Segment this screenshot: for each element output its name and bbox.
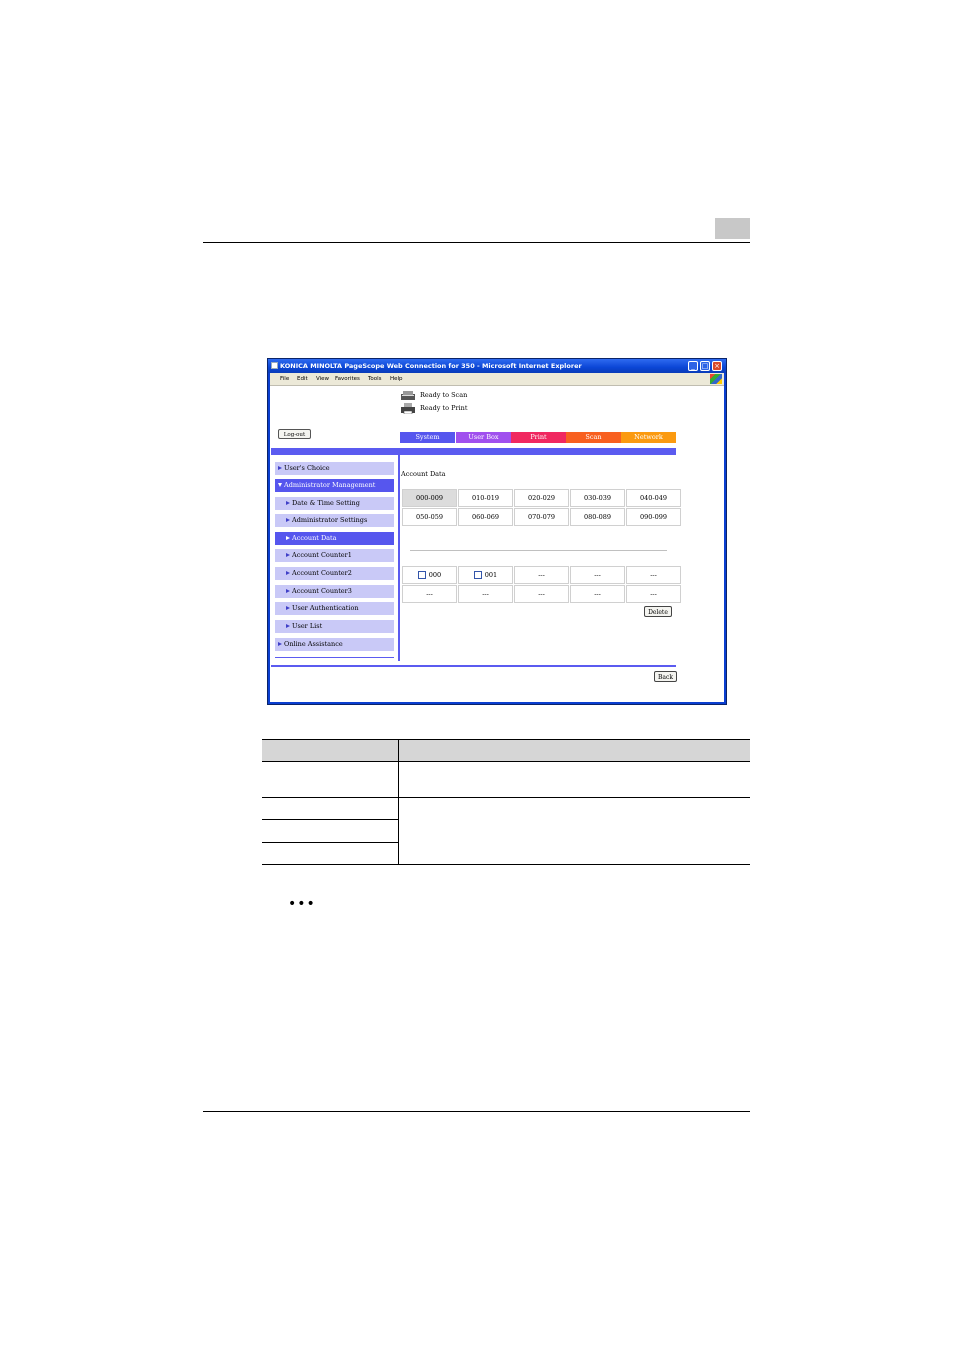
header-rule xyxy=(203,242,750,243)
sidebar-divider xyxy=(398,455,400,661)
nav-label: User Authentication xyxy=(292,604,359,612)
range-cell[interactable]: 010-019 xyxy=(458,489,513,507)
menu-tools[interactable]: Tools xyxy=(368,376,382,382)
page-number-box xyxy=(715,218,750,239)
ie-icon xyxy=(271,362,278,369)
window-title: KONICA MINOLTA PageScope Web Connection for 350 - Microsoft Internet Explorer xyxy=(280,362,582,370)
nav-account-data[interactable] xyxy=(275,532,394,545)
page-content xyxy=(270,386,724,702)
table-row-rule xyxy=(262,842,398,843)
range-cell[interactable]: 020-029 xyxy=(514,489,569,507)
arrow-right-icon xyxy=(286,518,290,522)
nav-footer-line xyxy=(275,657,394,658)
print-status-text: Ready to Print xyxy=(420,404,468,412)
account-cell: --- xyxy=(626,585,681,603)
arrow-right-icon xyxy=(278,466,282,470)
nav-account-counter1[interactable] xyxy=(275,549,394,562)
browser-window xyxy=(267,358,727,705)
table-bottom-rule xyxy=(262,864,750,865)
nav-user-list[interactable] xyxy=(275,620,394,633)
range-grid xyxy=(401,488,682,527)
note-icon: ••• xyxy=(288,896,316,912)
scanner-icon xyxy=(400,390,416,401)
arrow-right-icon xyxy=(286,624,290,628)
section-divider xyxy=(410,550,667,551)
arrow-right-icon xyxy=(286,571,290,575)
scan-status-text: Ready to Scan xyxy=(420,391,468,399)
nav-account-counter2[interactable] xyxy=(275,567,394,580)
menu-favorites[interactable]: Favorites xyxy=(335,376,360,382)
account-grid xyxy=(401,565,682,604)
menu-view[interactable]: View xyxy=(316,376,330,382)
range-cell[interactable]: 030-039 xyxy=(570,489,625,507)
table-row-rule xyxy=(262,797,750,798)
tab-network[interactable]: Network xyxy=(621,432,676,443)
printer-icon xyxy=(400,403,416,414)
menu-bar xyxy=(270,373,724,386)
nav-account-counter3[interactable] xyxy=(275,585,394,598)
nav-label: Administrator Management xyxy=(284,481,376,489)
close-icon[interactable]: × xyxy=(712,361,722,371)
nav-administrator-settings[interactable] xyxy=(275,514,394,527)
nav-user-authentication[interactable] xyxy=(275,602,394,615)
range-cell[interactable]: 080-089 xyxy=(570,508,625,526)
account-cell xyxy=(402,566,457,584)
arrow-right-icon xyxy=(286,501,290,505)
nav-label: User's Choice xyxy=(284,464,330,472)
nav-label: Account Data xyxy=(292,534,337,542)
account-cell: --- xyxy=(402,585,457,603)
maximize-icon[interactable]: □ xyxy=(701,362,709,370)
windows-logo-icon xyxy=(710,374,722,384)
arrow-right-icon xyxy=(286,553,290,557)
account-cell: --- xyxy=(458,585,513,603)
menu-edit[interactable]: Edit xyxy=(297,376,308,382)
title-bar xyxy=(268,359,726,373)
nav-date-time-setting[interactable] xyxy=(275,497,394,510)
logout-button[interactable]: Log-out xyxy=(278,429,311,439)
table-header xyxy=(262,739,750,762)
arrow-down-icon xyxy=(278,483,282,487)
range-cell[interactable]: 040-049 xyxy=(626,489,681,507)
account-cell: --- xyxy=(570,585,625,603)
range-cell[interactable]: 050-059 xyxy=(402,508,457,526)
nav-label: Account Counter2 xyxy=(292,569,352,577)
account-cell: --- xyxy=(514,585,569,603)
range-cell[interactable]: 090-099 xyxy=(626,508,681,526)
nav-label: Administrator Settings xyxy=(292,516,368,524)
nav-label: User List xyxy=(292,622,323,630)
menu-file[interactable]: File xyxy=(280,376,290,382)
account-cell: --- xyxy=(514,566,569,584)
delete-button[interactable]: Delete xyxy=(644,606,672,617)
nav-users-choice[interactable] xyxy=(275,462,394,475)
tab-underline-bar xyxy=(271,448,676,455)
arrow-right-icon xyxy=(286,536,290,540)
range-cell[interactable]: 070-079 xyxy=(514,508,569,526)
tab-system[interactable]: System xyxy=(400,432,455,443)
nav-label: Date & Time Setting xyxy=(292,499,360,507)
account-checkbox[interactable] xyxy=(418,571,426,579)
range-cell[interactable]: 000-009 xyxy=(402,489,457,507)
nav-online-assistance[interactable] xyxy=(275,638,394,651)
arrow-right-icon xyxy=(286,589,290,593)
arrow-right-icon xyxy=(286,606,290,610)
nav-label: Online Assistance xyxy=(284,640,343,648)
footer-rule xyxy=(203,1111,750,1112)
tab-print[interactable]: Print xyxy=(511,432,566,443)
account-cell: --- xyxy=(626,566,681,584)
nav-label: Account Counter1 xyxy=(292,551,352,559)
account-cell: --- xyxy=(570,566,625,584)
page-title: Account Data xyxy=(401,470,446,478)
tab-user-box[interactable]: User Box xyxy=(456,432,511,443)
nav-label: Account Counter3 xyxy=(292,587,352,595)
tab-scan[interactable]: Scan xyxy=(566,432,621,443)
account-checkbox[interactable] xyxy=(474,571,482,579)
account-number: 001 xyxy=(484,571,498,579)
menu-help[interactable]: Help xyxy=(390,376,403,382)
bottom-bar xyxy=(271,665,676,667)
back-button[interactable]: Back xyxy=(654,671,677,682)
table-row-rule xyxy=(262,819,398,820)
account-number: 000 xyxy=(428,571,442,579)
range-cell[interactable]: 060-069 xyxy=(458,508,513,526)
account-cell xyxy=(458,566,513,584)
table-column-divider xyxy=(398,739,399,864)
minimize-icon[interactable]: _ xyxy=(688,361,698,371)
arrow-right-icon xyxy=(278,642,282,646)
nav-administrator-management[interactable] xyxy=(275,479,394,492)
